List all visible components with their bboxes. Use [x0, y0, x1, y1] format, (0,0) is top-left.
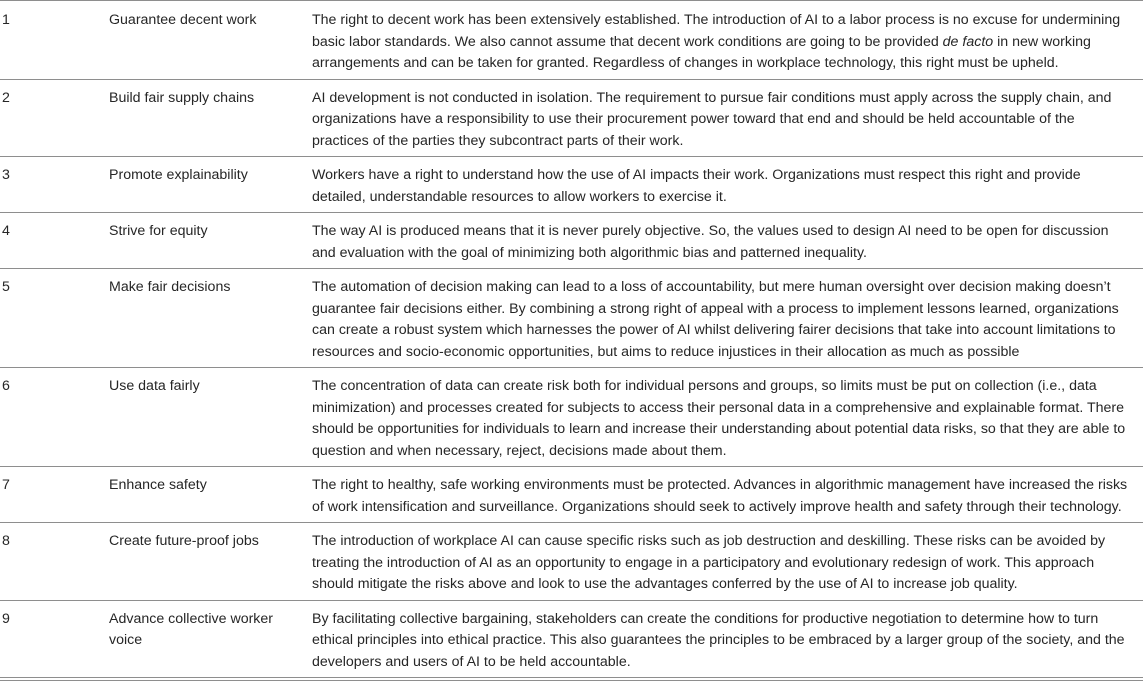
- principle-title: Enhance safety: [109, 467, 312, 523]
- principle-description: The introduction of workplace AI can cause specific risks such as job destruction and deskilling. These risks can be avoided by treating the introduction of AI as an opportunity to engage in a participatory and evolutionary redesign of work. This approach should mitigate the risks above and look to use the advantages conferred by the use of AI to increase job quality.: [312, 523, 1143, 601]
- principle-title: Create future-proof jobs: [109, 523, 312, 601]
- principle-title: Advance collective worker voice: [109, 600, 312, 678]
- principle-title: Promote explainability: [109, 157, 312, 213]
- table-row: [0, 368, 1143, 467]
- principle-description: AI development is not conducted in isolation. The requirement to pursue fair conditions must apply across the supply chain, and organizations have a responsibility to use their procurement power toward that end and should be held accountable of the practices of the parties they subcontract parts of their work.: [312, 79, 1143, 157]
- table-row: [0, 213, 1143, 269]
- table-row: [0, 523, 1143, 601]
- principle-title: Guarantee decent work: [109, 1, 312, 80]
- principle-description-italic: de facto: [942, 33, 994, 50]
- principle-description: [312, 1, 1143, 80]
- principle-description: The right to healthy, safe working environments must be protected. Advances in algorithmic management have increased the risks of work intensification and surveillance. Organizations should seek to actively improve health and safety through their technology.: [312, 467, 1143, 523]
- principle-title: Use data fairly: [109, 368, 312, 467]
- principle-title: Build fair supply chains: [109, 79, 312, 157]
- principle-description-text: The right to decent work has been extensively established. The introduction of AI to a labor process is no excuse for undermining basic labor standards. We also cannot assume that decent work conditions are going to be provided: [312, 12, 1121, 50]
- principle-description-text: in new working arrangements and can be taken for granted. Regardless of changes in workplace technology, this right must be upheld.: [312, 33, 1091, 71]
- table-row: [0, 467, 1143, 523]
- principle-description: The way AI is produced means that it is never purely objective. So, the values used to design AI need to be open for discussion and evaluation with the goal of minimizing both algorithmic bias and patterned inequality.: [312, 213, 1143, 269]
- principle-title: Strive for equity: [109, 213, 312, 269]
- table-row: [0, 269, 1143, 368]
- principle-number: 5: [0, 269, 109, 368]
- principle-number: 9: [0, 600, 109, 678]
- principle-description: By facilitating collective bargaining, stakeholders can create the conditions for productive negotiation to determine how to turn ethical principles into ethical practice. This also guarantees the principles to be embraced by a larger group of the society, and the developers and users of AI to be held accountable.: [312, 600, 1143, 678]
- table-row: [0, 79, 1143, 157]
- principle-number: 8: [0, 523, 109, 601]
- table-row: [0, 600, 1143, 678]
- principle-title: Make fair decisions: [109, 269, 312, 368]
- principle-description: The concentration of data can create risk both for individual persons and groups, so limits must be put on collection (i.e., data minimization) and processes created for subjects to access their personal data in a comprehensive and explainable format. There should be opportunities for individuals to learn and increase their understanding about potential data risks, so that they are able to question and when necessary, reject, decisions made about them.: [312, 368, 1143, 467]
- table-row: [0, 157, 1143, 213]
- principle-number: 2: [0, 79, 109, 157]
- principle-number: 6: [0, 368, 109, 467]
- table-bottom-rule: [0, 680, 1143, 681]
- principle-number: 7: [0, 467, 109, 523]
- principle-number: 1: [0, 1, 109, 80]
- principle-number: 4: [0, 213, 109, 269]
- principle-description: Workers have a right to understand how the use of AI impacts their work. Organizations must respect this right and provide detailed, understandable resources to allow workers to exercise it.: [312, 157, 1143, 213]
- principle-description: The automation of decision making can lead to a loss of accountability, but mere human oversight over decision making doesn’t guarantee fair decisions either. By combining a strong right of appeal with a process to implement lessons learned, organizations can create a robust system which harnesses the power of AI whilst delivering fairer decisions that take into account limitations to resources and socio-economic opportunities, but aims to reduce injustices in their allocation as much as possible: [312, 269, 1143, 368]
- principles-table-body: [0, 1, 1143, 678]
- principle-number: 3: [0, 157, 109, 213]
- table-row: [0, 1, 1143, 80]
